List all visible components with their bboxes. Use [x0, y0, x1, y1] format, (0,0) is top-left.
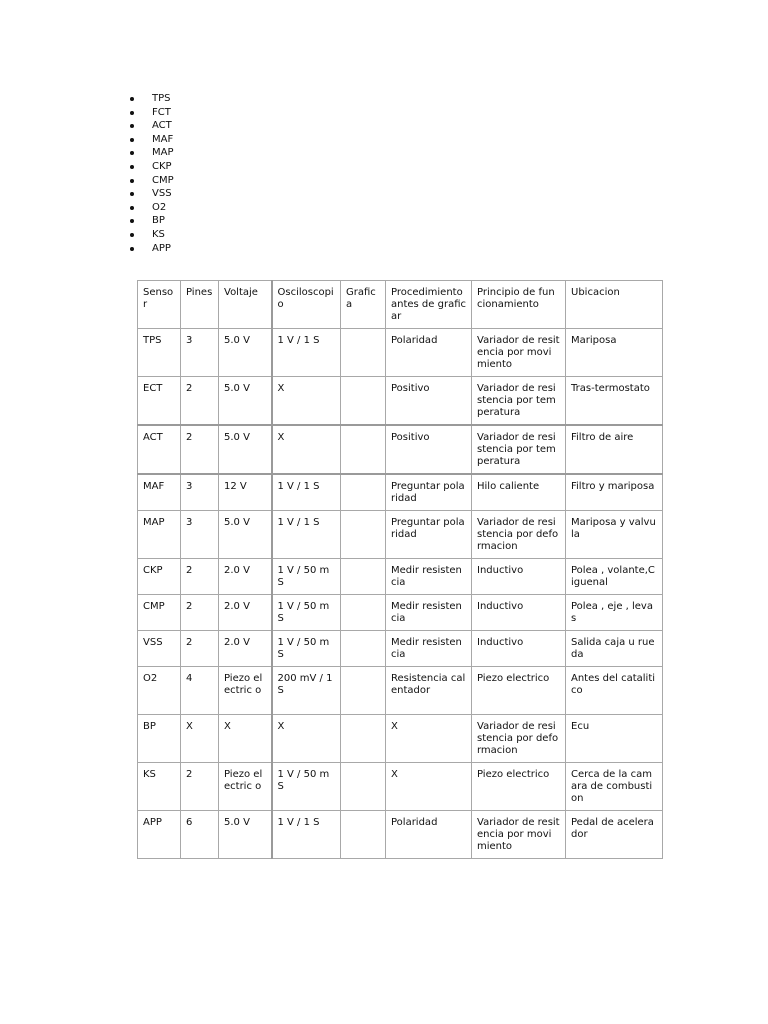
- table-cell: 2: [181, 425, 219, 474]
- table-cell: Variador de resistencia por deformacion: [472, 511, 566, 559]
- table-row: [138, 715, 663, 763]
- table-cell: Piezo electric o: [219, 763, 272, 811]
- table-cell: Variador de resitencia por movimiento: [472, 811, 566, 859]
- table-cell: CKP: [138, 559, 181, 595]
- table-cell: Variador de resitencia por movimiento: [472, 329, 566, 377]
- table-cell: Inductivo: [472, 595, 566, 631]
- table-cell: X: [386, 715, 472, 763]
- table-cell: 6: [181, 811, 219, 859]
- list-item: [126, 228, 174, 242]
- list-item: [126, 201, 174, 215]
- table-cell: Cerca de la camara de combustion: [566, 763, 663, 811]
- list-item: [126, 133, 174, 147]
- table-cell: APP: [138, 811, 181, 859]
- table-cell: [341, 595, 386, 631]
- header-cell-principio: Principio de funcionamiento: [472, 281, 566, 329]
- table-cell: Medir resistencia: [386, 631, 472, 667]
- table-cell: Medir resistencia: [386, 559, 472, 595]
- table-cell: Hilo caliente: [472, 474, 566, 511]
- table-cell: [341, 667, 386, 715]
- list-item-label: O2: [152, 201, 167, 213]
- table-row: [138, 425, 663, 474]
- table-cell: 2.0 V: [219, 595, 272, 631]
- table-cell: Variador de resistencia por deformacion: [472, 715, 566, 763]
- table-cell: X: [386, 763, 472, 811]
- table-cell: KS: [138, 763, 181, 811]
- table-cell: 5.0 V: [219, 329, 272, 377]
- table-cell: MAP: [138, 511, 181, 559]
- table-cell: 4: [181, 667, 219, 715]
- table-cell: 2.0 V: [219, 559, 272, 595]
- table-cell: 2: [181, 377, 219, 426]
- table-row: [138, 377, 663, 426]
- table-cell: Pedal de acelerador: [566, 811, 663, 859]
- bullet-icon: [130, 97, 134, 101]
- list-item: [126, 92, 174, 106]
- table-cell: [341, 511, 386, 559]
- table-cell: Filtro y mariposa: [566, 474, 663, 511]
- table-cell: 1 V / 50 mS: [272, 559, 341, 595]
- header-cell-voltaje: Voltaje: [219, 281, 272, 329]
- table-row: [138, 667, 663, 715]
- table-cell: Inductivo: [472, 559, 566, 595]
- table-cell: 1 V / 1 S: [272, 474, 341, 511]
- table-cell: Polaridad: [386, 811, 472, 859]
- bullet-icon: [130, 179, 134, 183]
- table-cell: [341, 425, 386, 474]
- table-cell: X: [272, 425, 341, 474]
- bullet-icon: [130, 165, 134, 169]
- table-cell: [341, 715, 386, 763]
- header-cell-osciloscopio: Osciloscopi o: [272, 281, 341, 329]
- table-cell: Preguntar polaridad: [386, 474, 472, 511]
- list-item: [126, 242, 174, 256]
- list-item-label: CMP: [152, 174, 174, 186]
- header-cell-ubicacion: Ubicacion: [566, 281, 663, 329]
- header-cell-procedimiento: Procedimiento antes de graficar: [386, 281, 472, 329]
- table-cell: Piezo electric o: [219, 667, 272, 715]
- table-cell: Mariposa: [566, 329, 663, 377]
- table-cell: X: [181, 715, 219, 763]
- table-cell: Polaridad: [386, 329, 472, 377]
- table-cell: VSS: [138, 631, 181, 667]
- table-row: [138, 631, 663, 667]
- table-cell: 1 V / 50 mS: [272, 631, 341, 667]
- table-row: [138, 595, 663, 631]
- table-cell: Salida caja u rueda: [566, 631, 663, 667]
- table-cell: 3: [181, 511, 219, 559]
- table-cell: [341, 474, 386, 511]
- list-item: [126, 214, 174, 228]
- table-cell: BP: [138, 715, 181, 763]
- table-cell: X: [219, 715, 272, 763]
- table-cell: 5.0 V: [219, 811, 272, 859]
- table-cell: Preguntar polaridad: [386, 511, 472, 559]
- table-cell: 2: [181, 559, 219, 595]
- bullet-icon: [130, 124, 134, 128]
- table-row: [138, 559, 663, 595]
- table-cell: X: [272, 377, 341, 426]
- table-row: [138, 329, 663, 377]
- table-cell: TPS: [138, 329, 181, 377]
- table-cell: 2: [181, 763, 219, 811]
- table-cell: 1 V / 1 S: [272, 511, 341, 559]
- table-cell: 5.0 V: [219, 377, 272, 426]
- table-cell: 2: [181, 595, 219, 631]
- sensor-bullet-list: [126, 92, 174, 255]
- table-cell: ECT: [138, 377, 181, 426]
- table-cell: [341, 329, 386, 377]
- table-cell: Ecu: [566, 715, 663, 763]
- table-row: [138, 474, 663, 511]
- bullet-icon: [130, 111, 134, 115]
- table-cell: Antes del catalitico: [566, 667, 663, 715]
- list-item: [126, 146, 174, 160]
- list-item-label: APP: [152, 242, 171, 254]
- header-cell-grafica: Grafic a: [341, 281, 386, 329]
- header-cell-sensor: Senso r: [138, 281, 181, 329]
- bullet-icon: [130, 219, 134, 223]
- table-cell: Polea , volante,Ciguenal: [566, 559, 663, 595]
- table-cell: Variador de resistencia por temperatura: [472, 377, 566, 426]
- list-item-label: MAF: [152, 133, 174, 145]
- header-cell-pines: Pines: [181, 281, 219, 329]
- list-item: [126, 187, 174, 201]
- table-cell: 1 V / 50 mS: [272, 595, 341, 631]
- bullet-icon: [130, 151, 134, 155]
- bullet-icon: [130, 247, 134, 251]
- table-cell: 5.0 V: [219, 511, 272, 559]
- list-item-label: MAP: [152, 147, 174, 159]
- list-item: [126, 119, 174, 133]
- list-item-label: BP: [152, 215, 165, 227]
- table-cell: 2.0 V: [219, 631, 272, 667]
- table-cell: MAF: [138, 474, 181, 511]
- bullet-icon: [130, 206, 134, 210]
- bullet-icon: [130, 138, 134, 142]
- list-item: [126, 160, 174, 174]
- table-cell: 1 V / 1 S: [272, 329, 341, 377]
- list-item-label: VSS: [152, 188, 172, 200]
- table-cell: [341, 377, 386, 426]
- table-header-row: [138, 281, 663, 329]
- table-cell: Tras-termostato: [566, 377, 663, 426]
- table-cell: [341, 559, 386, 595]
- bullet-icon: [130, 233, 134, 237]
- table-cell: ACT: [138, 425, 181, 474]
- table-cell: CMP: [138, 595, 181, 631]
- list-item-label: ACT: [152, 120, 172, 132]
- table-cell: Piezo electrico: [472, 667, 566, 715]
- table-cell: Piezo electrico: [472, 763, 566, 811]
- table-cell: 2: [181, 631, 219, 667]
- table-cell: X: [272, 715, 341, 763]
- table-cell: 3: [181, 329, 219, 377]
- list-item-label: KS: [152, 228, 165, 240]
- table-cell: 1 V / 50 mS: [272, 763, 341, 811]
- table-cell: Positivo: [386, 425, 472, 474]
- table-cell: Medir resistencia: [386, 595, 472, 631]
- list-item: [126, 174, 174, 188]
- table-cell: 3: [181, 474, 219, 511]
- table-cell: [341, 763, 386, 811]
- table-cell: 1 V / 1 S: [272, 811, 341, 859]
- table-row: [138, 811, 663, 859]
- table-cell: O2: [138, 667, 181, 715]
- table-cell: Variador de resistencia por temperatura: [472, 425, 566, 474]
- table-cell: [341, 811, 386, 859]
- table-cell: [341, 631, 386, 667]
- table-cell: Inductivo: [472, 631, 566, 667]
- list-item-label: FCT: [152, 106, 171, 118]
- table-cell: Positivo: [386, 377, 472, 426]
- table-cell: Filtro de aire: [566, 425, 663, 474]
- table-cell: 12 V: [219, 474, 272, 511]
- table-cell: 5.0 V: [219, 425, 272, 474]
- table-row: [138, 763, 663, 811]
- table-cell: Mariposa y valvula: [566, 511, 663, 559]
- table-cell: Polea , eje , levas: [566, 595, 663, 631]
- list-item-label: CKP: [152, 160, 172, 172]
- sensor-table: [137, 280, 663, 859]
- table-cell: 200 mV / 1 S: [272, 667, 341, 715]
- list-item: [126, 106, 174, 120]
- bullet-icon: [130, 192, 134, 196]
- list-item-label: TPS: [152, 93, 171, 104]
- table-row: [138, 511, 663, 559]
- table-cell: Resistencia calentador: [386, 667, 472, 715]
